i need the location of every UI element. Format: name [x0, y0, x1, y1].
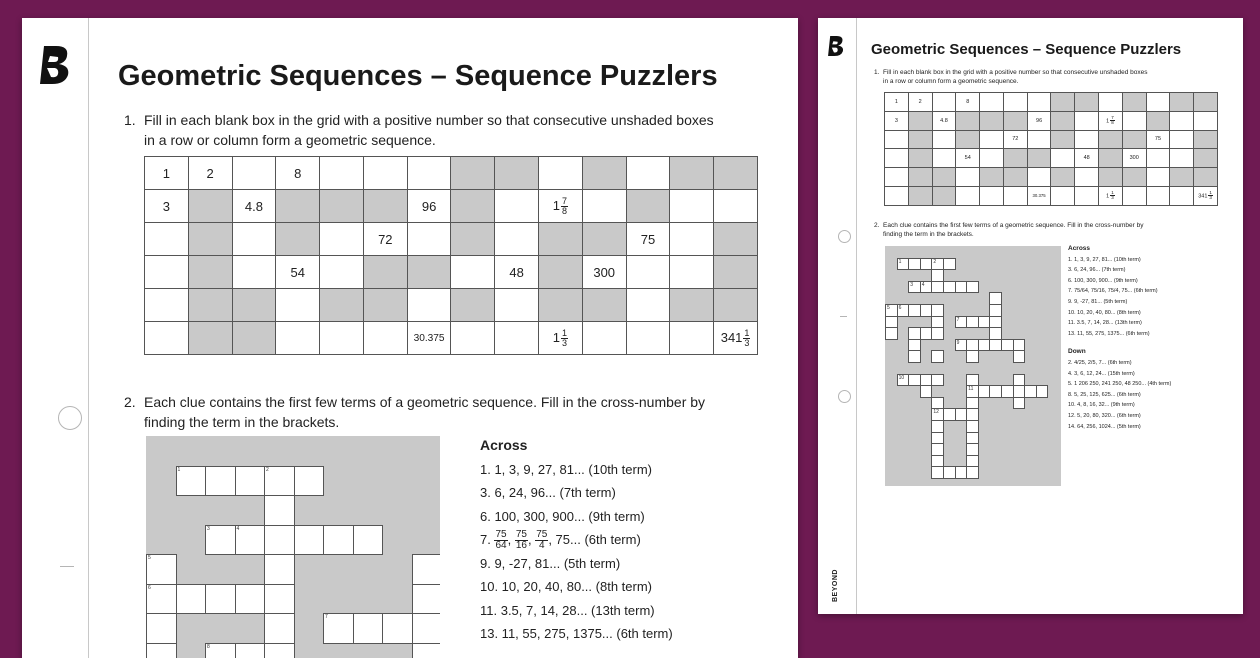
grid-cell: 8 [276, 157, 320, 190]
grid-cell[interactable] [320, 322, 364, 355]
grid-cell[interactable] [145, 223, 189, 256]
clue-across-7: 7. $\frac{75}{64}$ , $\frac{75}{16}$ , $\frac{75}{4}$ , 75... (6th term) [480, 528, 673, 552]
grid-row [885, 111, 1218, 130]
shaded-cell [714, 223, 758, 256]
clue-down: 12. 5, 20, 80, 320... (6th term) [1068, 411, 1171, 422]
grid-row [885, 130, 1218, 149]
clue-down: 2. 4/25, 2/5, 7... (6th term) [1068, 358, 1171, 369]
grid-cell[interactable] [145, 289, 189, 322]
grid-cell: 96 [1027, 111, 1051, 130]
cross-number-cell[interactable] [264, 495, 295, 526]
grid-cell[interactable] [980, 149, 1004, 168]
grid-cell[interactable] [363, 322, 407, 355]
shaded-cell [1194, 93, 1218, 112]
cross-number-cell[interactable]: 6 [146, 584, 177, 615]
cross-number-cell[interactable] [885, 327, 898, 340]
grid-cell[interactable] [1122, 111, 1146, 130]
cross-number-cell[interactable]: 9 [955, 339, 968, 352]
shaded-cell [714, 157, 758, 190]
question-number: 2. [874, 221, 879, 230]
question-line: in a row or column form a geometric sequence. [883, 77, 1148, 86]
cross-number-cell[interactable]: 4 [920, 281, 933, 294]
sequence-grid [144, 156, 758, 355]
cross-number-cell[interactable] [264, 584, 295, 615]
grid-cell[interactable] [276, 289, 320, 322]
grid-cell[interactable] [1027, 93, 1051, 112]
grid-cell[interactable] [1075, 186, 1099, 205]
grid-cell: 30.375 [407, 322, 451, 355]
question-line: Fill in each blank box in the grid with a positive number so that consecutive unshaded boxes [144, 110, 714, 130]
cross-number-cell[interactable]: 8 [205, 643, 236, 658]
worksheet-page-large [22, 18, 798, 658]
page-title: Geometric Sequences – Sequence Puzzlers [871, 41, 1181, 58]
cross-number-cell[interactable] [412, 584, 441, 615]
grid-cell: 341 $\frac{1}{3}$ [1194, 186, 1218, 205]
shaded-cell [956, 130, 980, 149]
grid-cell[interactable] [670, 190, 714, 223]
cross-number-cell[interactable]: 2 [264, 466, 295, 497]
grid-cell: 2 [908, 93, 932, 112]
grid-cell[interactable] [626, 289, 670, 322]
cross-number-cell[interactable] [205, 584, 236, 615]
cross-number-cell[interactable]: 1 [897, 258, 910, 271]
grid-cell[interactable] [1194, 111, 1218, 130]
grid-cell[interactable] [1170, 130, 1194, 149]
grid-cell[interactable] [145, 322, 189, 355]
grid-cell[interactable] [320, 256, 364, 289]
cross-number-cell[interactable]: 3 [205, 525, 236, 556]
cross-number-cell[interactable] [235, 466, 266, 497]
shaded-cell [539, 256, 583, 289]
grid-cell[interactable] [626, 322, 670, 355]
grid-cell: 96 [407, 190, 451, 223]
shaded-cell [276, 223, 320, 256]
cross-number-cell[interactable]: 7 [323, 613, 354, 644]
shaded-cell [1194, 149, 1218, 168]
fold-tick [60, 566, 74, 567]
down-heading: Down [1068, 347, 1171, 358]
grid-cell[interactable] [1027, 168, 1051, 187]
question-number: 2. [124, 392, 136, 412]
grid-cell[interactable] [232, 256, 276, 289]
grid-row [885, 93, 1218, 112]
grid-cell[interactable] [626, 157, 670, 190]
clue-down: 8. 5, 25, 125, 625... (6th term) [1068, 390, 1171, 401]
clue-across: 13. 11, 55, 275, 1375... (6th term) [1068, 329, 1171, 340]
cross-number-cell[interactable] [176, 584, 207, 615]
question-line: in a row or column form a geometric sequence. [144, 130, 714, 150]
clue-across: 3. 6, 24, 96... (7th term) [1068, 265, 1171, 276]
grid-cell[interactable] [407, 157, 451, 190]
shaded-cell [626, 190, 670, 223]
grid-cell[interactable] [495, 322, 539, 355]
cross-number-cell[interactable]: 5 [885, 304, 898, 317]
grid-cell: 300 [582, 256, 626, 289]
shaded-cell [1051, 168, 1075, 187]
shaded-cell [1051, 111, 1075, 130]
shaded-cell [582, 289, 626, 322]
cross-number-cell[interactable] [931, 350, 944, 363]
grid-cell: 1 $\frac{1}{3}$ [539, 322, 583, 355]
sequence-grid [884, 92, 1218, 206]
grid-cell[interactable] [956, 186, 980, 205]
clue-across-1: 1. 1, 3, 9, 27, 81... (10th term) [480, 458, 673, 482]
grid-cell[interactable] [980, 186, 1004, 205]
shaded-cell [582, 223, 626, 256]
grid-cell: 1 [145, 157, 189, 190]
shaded-cell [232, 289, 276, 322]
cross-number-cell[interactable] [1013, 397, 1026, 410]
grid-row [145, 157, 758, 190]
grid-cell: 3 [885, 111, 909, 130]
shaded-cell [908, 168, 932, 187]
cross-number-cell[interactable] [235, 643, 266, 658]
shaded-cell [188, 289, 232, 322]
shaded-cell [451, 190, 495, 223]
grid-row [145, 190, 758, 223]
grid-cell[interactable] [1075, 130, 1099, 149]
grid-cell[interactable] [885, 149, 909, 168]
shaded-cell [908, 186, 932, 205]
clue-down: 10. 4, 8, 16, 32... (9th term) [1068, 400, 1171, 411]
shaded-cell [1003, 111, 1027, 130]
shaded-cell [1122, 168, 1146, 187]
cross-number-cell[interactable] [931, 327, 944, 340]
grid-cell: 2 [188, 157, 232, 190]
shaded-cell [932, 186, 956, 205]
fraction: $\frac{75}{4}$ [535, 530, 548, 551]
shaded-cell [363, 289, 407, 322]
question-number: 1. [124, 110, 136, 130]
grid-cell[interactable] [714, 190, 758, 223]
shaded-cell [407, 256, 451, 289]
cross-number-cell[interactable] [353, 525, 384, 556]
shaded-cell [495, 157, 539, 190]
cross-number-cell[interactable]: 4 [235, 525, 266, 556]
cross-number-cell[interactable]: 7 [955, 316, 968, 329]
cross-number-cell[interactable] [146, 643, 177, 658]
shaded-cell [1075, 93, 1099, 112]
grid-cell[interactable] [451, 322, 495, 355]
grid-cell[interactable] [932, 93, 956, 112]
question-number: 1. [874, 68, 879, 77]
cross-number-cell[interactable] [294, 466, 325, 497]
question-line: Fill in each blank box in the grid with a positive number so that consecutive unshaded boxes [883, 68, 1148, 77]
fold-tick [840, 316, 847, 317]
shaded-cell [320, 289, 364, 322]
grid-cell: 48 [1075, 149, 1099, 168]
grid-cell: 1 $\frac{1}{3}$ [1099, 186, 1123, 205]
cross-number-cell[interactable] [931, 374, 944, 387]
clue-number: 7. [480, 532, 491, 547]
grid-cell[interactable] [1075, 168, 1099, 187]
page-title: Geometric Sequences – Sequence Puzzlers [118, 60, 718, 93]
grid-cell[interactable] [956, 168, 980, 187]
binder-hole [58, 406, 82, 430]
page-margin-line [856, 18, 857, 614]
clue-across: 1. 1, 3, 9, 27, 81... (10th term) [1068, 255, 1171, 266]
grid-cell[interactable] [1170, 186, 1194, 205]
shaded-cell [980, 111, 1004, 130]
grid-cell[interactable] [670, 322, 714, 355]
grid-cell[interactable] [626, 256, 670, 289]
cross-number-cell[interactable]: 11 [966, 385, 979, 398]
shaded-cell [451, 223, 495, 256]
grid-cell[interactable] [495, 190, 539, 223]
grid-row [145, 289, 758, 322]
cross-number-cell[interactable] [264, 613, 295, 644]
shaded-cell [908, 130, 932, 149]
shaded-cell [1099, 168, 1123, 187]
cross-number-cell[interactable] [382, 613, 413, 644]
clue-across: 11. 3.5, 7, 14, 28... (13th term) [1068, 318, 1171, 329]
grid-cell[interactable] [885, 130, 909, 149]
grid-cell[interactable] [276, 322, 320, 355]
shaded-cell [1003, 149, 1027, 168]
clue-across-10: 10. 10, 20, 40, 80... (8th term) [480, 575, 673, 599]
shaded-cell [1170, 93, 1194, 112]
shaded-cell [714, 256, 758, 289]
grid-cell[interactable] [1146, 93, 1170, 112]
shaded-cell [320, 190, 364, 223]
grid-cell[interactable] [885, 186, 909, 205]
shaded-cell [232, 322, 276, 355]
shaded-cell [188, 322, 232, 355]
shaded-cell [980, 168, 1004, 187]
shaded-cell [908, 149, 932, 168]
shaded-cell [670, 289, 714, 322]
cross-number-cell[interactable] [1013, 350, 1026, 363]
grid-cell[interactable] [407, 223, 451, 256]
grid-row [145, 256, 758, 289]
clue-suffix: 75... (6th term) [556, 532, 641, 547]
shaded-cell [188, 190, 232, 223]
cross-number-cell[interactable] [908, 350, 921, 363]
question-line: Each clue contains the first few terms of a geometric sequence. Fill in the cross-number by [883, 221, 1143, 230]
cross-number-cell[interactable] [1036, 385, 1049, 398]
grid-cell: 72 [1003, 130, 1027, 149]
cross-number-cell[interactable] [294, 525, 325, 556]
cross-number-cell[interactable] [412, 643, 441, 658]
cross-number-cell[interactable] [966, 281, 979, 294]
cross-number-cell[interactable]: 6 [897, 304, 910, 317]
clue-across: 9. 9, -27, 81... (5th term) [1068, 297, 1171, 308]
cross-number-grid [146, 436, 440, 658]
grid-cell[interactable] [320, 157, 364, 190]
grid-cell: 1 $\frac{7}{8}$ [539, 190, 583, 223]
shaded-cell [451, 157, 495, 190]
shaded-cell [1122, 130, 1146, 149]
grid-cell[interactable] [932, 149, 956, 168]
shaded-cell [1194, 130, 1218, 149]
cross-number-cell[interactable]: 3 [908, 281, 921, 294]
worksheet-page-small [818, 18, 1243, 614]
grid-cell[interactable] [670, 256, 714, 289]
shaded-cell [363, 190, 407, 223]
shaded-cell [1099, 130, 1123, 149]
grid-row [885, 149, 1218, 168]
grid-cell[interactable] [1170, 149, 1194, 168]
grid-cell[interactable] [980, 93, 1004, 112]
cross-number-cell[interactable] [412, 613, 441, 644]
grid-cell[interactable] [1099, 93, 1123, 112]
grid-cell[interactable] [495, 289, 539, 322]
grid-row [145, 322, 758, 355]
grid-cell: 30.375 [1027, 186, 1051, 205]
shaded-cell [1027, 149, 1051, 168]
grid-cell[interactable] [1003, 186, 1027, 205]
shaded-cell [539, 289, 583, 322]
binder-hole [838, 230, 851, 243]
cross-number-cell[interactable] [264, 643, 295, 658]
clue-across: 7. 75/64, 75/16, 75/4, 75... (6th term) [1068, 286, 1171, 297]
grid-cell[interactable] [1027, 130, 1051, 149]
grid-cell[interactable] [495, 223, 539, 256]
shaded-cell [276, 190, 320, 223]
across-clues [480, 434, 673, 646]
clue-across-6: 6. 100, 300, 900... (9th term) [480, 505, 673, 529]
shaded-cell [363, 256, 407, 289]
grid-cell: 1 $\frac{7}{8}$ [1099, 111, 1123, 130]
shaded-cell [908, 111, 932, 130]
shaded-cell [1194, 168, 1218, 187]
cross-number-cell[interactable] [235, 584, 266, 615]
grid-cell[interactable] [451, 256, 495, 289]
cross-number-cell[interactable] [264, 554, 295, 585]
clue-down: 5. 1 206 250, 241 250, 48 250... (4th term) [1068, 379, 1171, 390]
cross-number-cell[interactable]: 5 [146, 554, 177, 585]
shaded-cell [1099, 149, 1123, 168]
clue-down: 4. 3, 6, 12, 24... (15th term) [1068, 369, 1171, 380]
clue-lists [1068, 244, 1171, 432]
grid-cell: 72 [363, 223, 407, 256]
clue-across-9: 9. 9, -27, 81... (5th term) [480, 552, 673, 576]
question-line: finding the term in the brackets. [883, 230, 1143, 239]
question-line: finding the term in the brackets. [144, 412, 705, 432]
grid-cell[interactable] [407, 289, 451, 322]
grid-cell[interactable] [232, 157, 276, 190]
grid-cell[interactable] [539, 157, 583, 190]
grid-cell[interactable] [582, 190, 626, 223]
clue-across-11: 11. 3.5, 7, 14, 28... (13th term) [480, 599, 673, 623]
cross-number-cell[interactable] [205, 466, 236, 497]
grid-cell[interactable] [932, 130, 956, 149]
shaded-cell [188, 223, 232, 256]
fraction: $\frac{75}{16}$ [515, 530, 528, 551]
cross-number-cell[interactable] [353, 613, 384, 644]
clue-across-3: 3. 6, 24, 96... (7th term) [480, 481, 673, 505]
grid-cell: 75 [626, 223, 670, 256]
grid-cell[interactable] [1003, 93, 1027, 112]
grid-cell[interactable] [670, 223, 714, 256]
grid-cell: 3 [145, 190, 189, 223]
grid-cell: 341 $\frac{1}{3}$ [714, 322, 758, 355]
shaded-cell [1146, 111, 1170, 130]
clue-across: 10. 10, 20, 40, 80... (8th term) [1068, 308, 1171, 319]
shaded-cell [1122, 93, 1146, 112]
grid-row [145, 223, 758, 256]
grid-cell[interactable] [320, 223, 364, 256]
cross-number-cell[interactable] [966, 466, 979, 479]
shaded-cell [1170, 168, 1194, 187]
cross-number-cell[interactable] [412, 554, 441, 585]
cross-number-cell[interactable] [943, 258, 956, 271]
cross-number-cell[interactable] [323, 525, 354, 556]
grid-cell: 48 [495, 256, 539, 289]
shaded-cell [451, 289, 495, 322]
shaded-cell [188, 256, 232, 289]
grid-cell[interactable] [1170, 111, 1194, 130]
cross-number-cell[interactable]: 10 [897, 374, 910, 387]
grid-cell[interactable] [582, 322, 626, 355]
shaded-cell [1051, 130, 1075, 149]
grid-cell: 4.8 [932, 111, 956, 130]
page-margin-line [88, 18, 89, 658]
grid-cell: 4.8 [232, 190, 276, 223]
clue-across: 6. 100, 300, 900... (9th term) [1068, 276, 1171, 287]
brand-wordmark: BEYOND [832, 569, 839, 602]
shaded-cell [1003, 168, 1027, 187]
across-heading: Across [480, 434, 673, 458]
grid-cell[interactable] [1075, 111, 1099, 130]
beyond-b-logo-icon [827, 34, 845, 58]
cross-number-cell[interactable]: 1 [176, 466, 207, 497]
cross-number-cell[interactable]: 12 [931, 408, 944, 421]
beyond-b-logo-icon [38, 44, 72, 86]
binder-hole [838, 390, 851, 403]
grid-cell: 75 [1146, 130, 1170, 149]
shaded-cell [714, 289, 758, 322]
cross-number-cell[interactable] [146, 613, 177, 644]
cross-number-cell[interactable]: 2 [931, 258, 944, 271]
fraction: $\frac{75}{64}$ [494, 530, 507, 551]
grid-row [885, 168, 1218, 187]
shaded-cell [932, 168, 956, 187]
grid-cell: 8 [956, 93, 980, 112]
grid-cell[interactable] [1146, 186, 1170, 205]
grid-cell[interactable] [1051, 186, 1075, 205]
shaded-cell [670, 157, 714, 190]
grid-cell[interactable] [1122, 186, 1146, 205]
cross-number-grid [885, 246, 1061, 486]
clue-down: 14. 64, 256, 1024... (5th term) [1068, 422, 1171, 433]
across-heading: Across [1068, 244, 1171, 255]
grid-row [885, 186, 1218, 205]
cross-number-cell[interactable] [264, 525, 295, 556]
grid-cell: 300 [1122, 149, 1146, 168]
clue-across-13: 13. 11, 55, 275, 1375... (6th term) [480, 622, 673, 646]
question-line: Each clue contains the first few terms of a geometric sequence. Fill in the cross-number by [144, 392, 705, 412]
grid-cell[interactable] [363, 157, 407, 190]
grid-cell: 1 [885, 93, 909, 112]
grid-cell[interactable] [1146, 149, 1170, 168]
shaded-cell [582, 157, 626, 190]
grid-cell[interactable] [1146, 168, 1170, 187]
grid-cell: 54 [276, 256, 320, 289]
grid-cell[interactable] [1051, 149, 1075, 168]
shaded-cell [1051, 93, 1075, 112]
grid-cell: 54 [956, 149, 980, 168]
grid-cell[interactable] [232, 223, 276, 256]
cross-number-cell[interactable] [966, 350, 979, 363]
shaded-cell [956, 111, 980, 130]
grid-cell[interactable] [980, 130, 1004, 149]
grid-cell[interactable] [145, 256, 189, 289]
shaded-cell [539, 223, 583, 256]
grid-cell[interactable] [885, 168, 909, 187]
